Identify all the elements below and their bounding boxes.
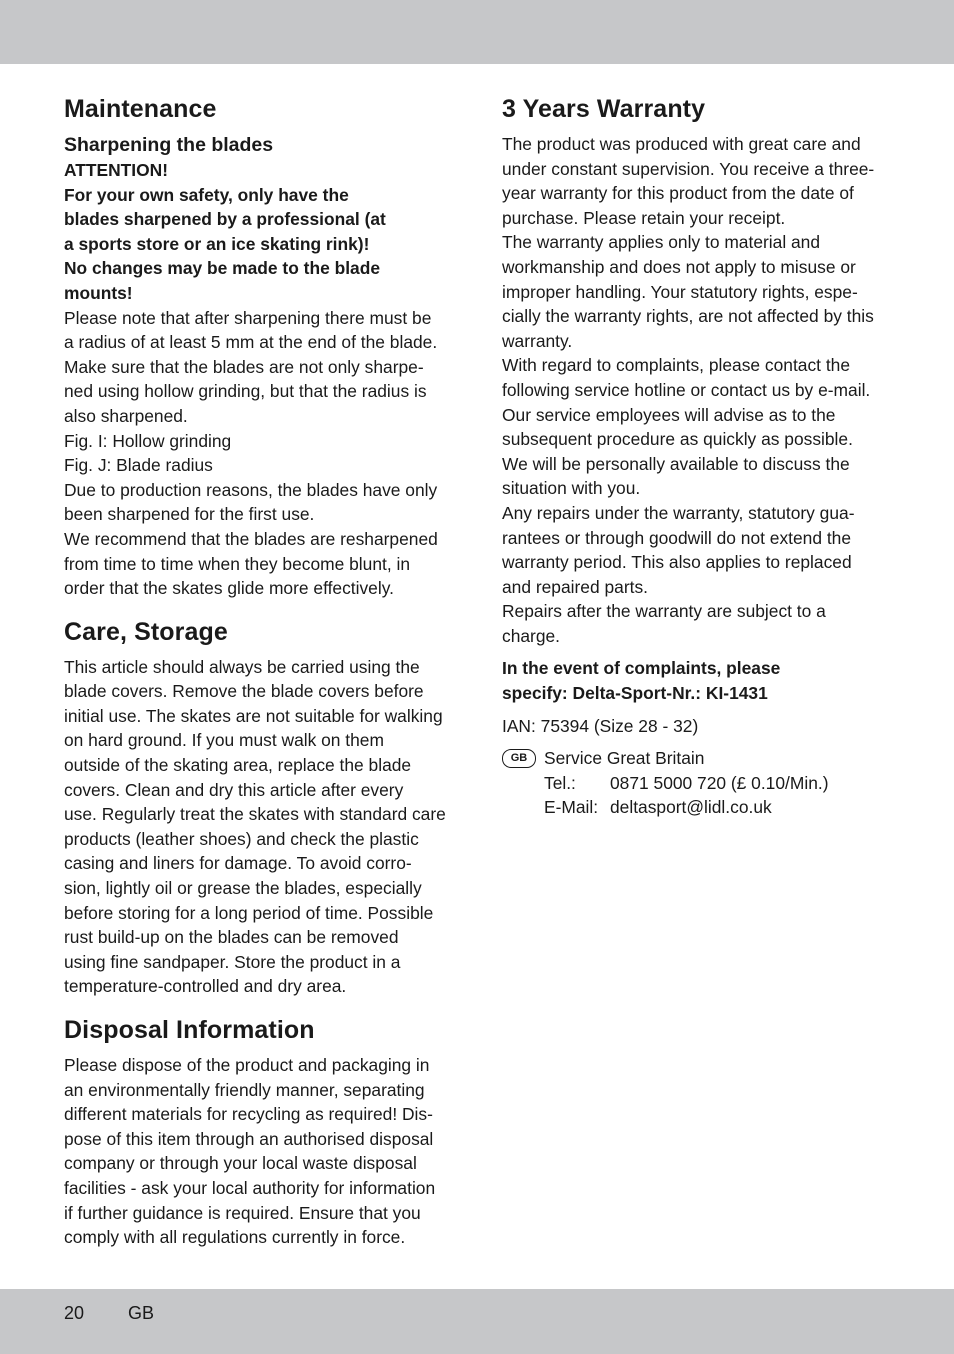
body-line: comply with all regulations currently in force. <box>64 1227 406 1248</box>
body-line: sion, lightly oil or grease the blades, especially <box>64 878 422 899</box>
body-line: a radius of at least 5 mm at the end of the blade. <box>64 332 438 353</box>
spacer <box>502 648 894 656</box>
body-line: facilities - ask your local authority for information <box>64 1177 436 1198</box>
body-line: blade covers. Remove the blade covers before <box>64 681 424 702</box>
complaint-note: specify: Delta-Sport-Nr.: KI-1431 <box>502 683 768 704</box>
language-code: GB <box>128 1303 155 1323</box>
body-line: from time to time when they become blunt, in <box>64 553 411 574</box>
ian-number: IAN: 75394 (Size 28 - 32) <box>502 715 699 736</box>
body-line: Please note that after sharpening there must be <box>64 307 432 328</box>
complaint-note: In the event of complaints, please <box>502 658 781 679</box>
body-line: an environmentally friendly manner, separating <box>64 1079 425 1100</box>
body-line: different materials for recycling as required! Dis- <box>64 1104 433 1125</box>
body-line: Due to production reasons, the blades have only <box>64 479 438 500</box>
header-band <box>0 0 954 64</box>
service-title: Service Great Britain <box>544 748 705 769</box>
body-line: year warranty for this product from the date of <box>502 183 854 204</box>
body-line: order that the skates glide more effectively. <box>64 578 394 599</box>
maintenance-body <box>64 306 456 601</box>
body-line: temperature-controlled and dry area. <box>64 976 347 997</box>
body-line: before storing for a long period of time. Possible <box>64 902 434 923</box>
care-section <box>64 615 456 999</box>
email-label: E-Mail: <box>544 797 599 818</box>
care-title: Care, Storage <box>64 617 228 646</box>
gb-country-badge: GB <box>502 749 536 768</box>
body-line: products (leather shoes) and check the plastic <box>64 828 419 849</box>
body-line: Any repairs under the warranty, statutory gua- <box>502 502 855 523</box>
warning-line: blades sharpened by a professional (at <box>64 209 386 230</box>
body-line: Please dispose of the product and packaging in <box>64 1055 430 1075</box>
body-line: This article should always be carried using the <box>64 656 420 677</box>
body-line: cially the warranty rights, are not affected by this <box>502 306 874 327</box>
body-line: been sharpened for the first use. <box>64 504 315 525</box>
attention-label: ATTENTION! <box>64 160 169 180</box>
body-line: We will be personally available to discuss the <box>502 453 850 474</box>
body-line: Make sure that the blades are not only sharpe- <box>64 356 424 377</box>
body-line: rantees or through goodwill do not extend the <box>502 527 852 548</box>
body-line: and repaired parts. <box>502 576 648 597</box>
warranty-title: 3 Years Warranty <box>502 95 706 123</box>
service-tel-row <box>544 771 829 796</box>
warranty-section <box>502 92 894 820</box>
left-column <box>64 92 456 1264</box>
body-line: initial use. The skates are not suitable for walking <box>64 705 443 726</box>
sharpening-subtitle: Sharpening the blades <box>64 134 274 156</box>
disposal-section <box>64 1013 456 1250</box>
body-line: improper handling. Your statutory rights, espe- <box>502 281 858 302</box>
spacer <box>502 706 894 714</box>
body-line: using fine sandpaper. Store the product in a <box>64 951 401 972</box>
body-line: ned using hollow grinding, but that the radius is <box>64 381 427 402</box>
body-line: The product was produced with great care and <box>502 134 861 154</box>
body-line: use. Regularly treat the skates with standard care <box>64 804 446 825</box>
maintenance-title: Maintenance <box>64 95 217 123</box>
body-line: We recommend that the blades are resharpened <box>64 528 438 549</box>
body-line: if further guidance is required. Ensure that you <box>64 1202 421 1223</box>
right-column <box>502 92 894 820</box>
service-contact <box>502 746 894 820</box>
email-value: deltasport@lidl.co.uk <box>610 797 772 818</box>
warning-line: For your own safety, only have the <box>64 184 349 205</box>
body-line: following service hotline or contact us by e-mail. <box>502 379 871 400</box>
tel-value: 0871 5000 720 (£ 0.10/Min.) <box>610 772 829 793</box>
body-line: The warranty applies only to material and <box>502 232 821 253</box>
service-details <box>544 746 829 820</box>
body-line: under constant supervision. You receive a three- <box>502 158 875 179</box>
body-line: casing and liners for damage. To avoid corro- <box>64 853 412 874</box>
body-line: subsequent procedure as quickly as possible. <box>502 429 853 450</box>
body-line: Repairs after the warranty are subject to a <box>502 601 826 622</box>
body-line: purchase. Please retain your receipt. <box>502 207 786 228</box>
body-line: warranty. <box>502 330 573 351</box>
body-line: warranty period. This also applies to replaced <box>502 552 852 573</box>
warning-line: a sports store or an ice skating rink)! <box>64 233 370 254</box>
body-line: covers. Clean and dry this article after every <box>64 779 404 800</box>
maintenance-section <box>64 92 456 601</box>
body-line: Fig. J: Blade radius <box>64 455 213 476</box>
service-email-row <box>544 795 829 820</box>
body-line: pose of this item through an authorised disposal <box>64 1128 434 1149</box>
body-line: Our service employees will advise as to the <box>502 404 836 425</box>
body-line: Fig. I: Hollow grinding <box>64 430 232 451</box>
spacer <box>502 738 894 746</box>
body-line: rust build-up on the blades can be removed <box>64 927 399 948</box>
disposal-title: Disposal Information <box>64 1016 315 1044</box>
body-line: also sharpened. <box>64 405 188 426</box>
page-number: 20 <box>64 1303 85 1323</box>
body-line: outside of the skating area, replace the blade <box>64 755 412 776</box>
body-line: on hard ground. If you must walk on them <box>64 730 384 751</box>
body-line: situation with you. <box>502 478 641 499</box>
body-line: workmanship and does not apply to misuse or <box>502 256 856 277</box>
warning-line: No changes may be made to the blade <box>64 258 381 279</box>
body-line: With regard to complaints, please contact the <box>502 355 850 376</box>
body-line: company or through your local waste disposal <box>64 1153 417 1174</box>
body-line: charge. <box>502 625 561 646</box>
warning-line: mounts! <box>64 282 133 303</box>
safety-warning <box>64 183 456 306</box>
tel-label: Tel.: <box>544 772 576 793</box>
